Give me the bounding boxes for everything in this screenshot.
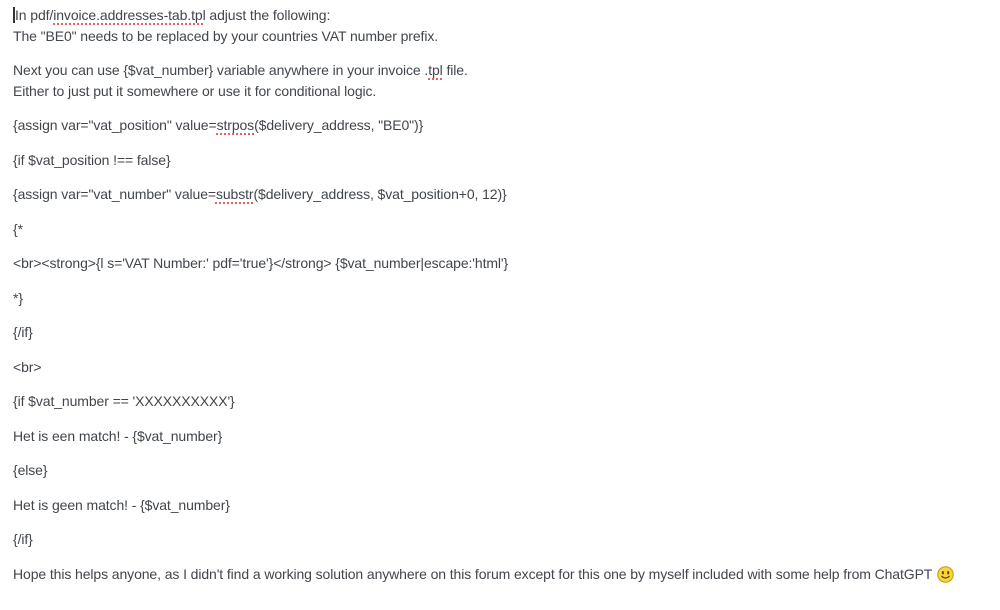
text-run: ($delivery_address, "BE0")} bbox=[254, 117, 424, 133]
text-run: {/if} bbox=[13, 531, 33, 547]
paragraph bbox=[13, 357, 987, 378]
text-run: file. bbox=[442, 62, 468, 78]
text-run: Hope this helps anyone, as I didn't find a working solution anywhere on this forum except for this one by myself included with some help from ChatGPT bbox=[13, 565, 936, 582]
text-run: {assign var="vat_number" value= bbox=[13, 186, 216, 202]
paragraph bbox=[13, 219, 987, 240]
paragraph bbox=[13, 5, 987, 46]
text-run: {/if} bbox=[13, 324, 33, 340]
text-run: {else} bbox=[13, 462, 48, 478]
misspelled-word: tpl bbox=[428, 62, 443, 78]
paragraph bbox=[13, 184, 987, 205]
paragraph bbox=[13, 288, 987, 309]
misspelled-word: invoice.addresses-tab.tpl bbox=[53, 7, 206, 23]
paragraph bbox=[13, 529, 987, 550]
text-run: {* bbox=[13, 220, 23, 237]
paragraph bbox=[13, 253, 987, 274]
text-run: {if $vat_number == 'XXXXXXXXXX'} bbox=[13, 393, 235, 409]
text-run: {assign var="vat_position" value= bbox=[13, 117, 217, 133]
text-run: *} bbox=[13, 289, 23, 306]
smiley-emoji bbox=[937, 566, 954, 583]
text-run: Next you can use {$vat_number} variable anywhere in your invoice . bbox=[13, 62, 429, 78]
paragraph bbox=[13, 495, 987, 516]
misspelled-word: substr bbox=[215, 186, 254, 202]
paragraph bbox=[13, 115, 987, 136]
text-run: ($delivery_address, $vat_position+0, 12)} bbox=[253, 186, 507, 202]
text-run: In pdf/ bbox=[15, 7, 54, 23]
text-run: {if $vat_position !== false} bbox=[13, 151, 171, 168]
paragraph bbox=[13, 60, 987, 101]
paragraph bbox=[13, 460, 987, 481]
paragraph bbox=[13, 150, 987, 171]
paragraph bbox=[13, 322, 987, 343]
text-run: The "BE0" needs to be replaced by your countries VAT number prefix. bbox=[13, 27, 439, 44]
text-run: adjust the following: bbox=[205, 7, 331, 23]
text-run: Het is een match! - {$vat_number} bbox=[13, 427, 223, 444]
paragraph bbox=[13, 426, 987, 447]
text-run: <br><strong>{l s='VAT Number:' pdf='true'}</strong> {$vat_number|escape:'html'} bbox=[13, 255, 509, 271]
text-run: Either to just put it somewhere or use it for conditional logic. bbox=[13, 82, 377, 99]
paragraph bbox=[13, 391, 987, 412]
text-run: Het is geen match! - {$vat_number} bbox=[13, 496, 230, 513]
text-run: <br> bbox=[13, 358, 42, 375]
misspelled-word: strpos bbox=[216, 117, 255, 133]
paragraph bbox=[13, 564, 987, 585]
